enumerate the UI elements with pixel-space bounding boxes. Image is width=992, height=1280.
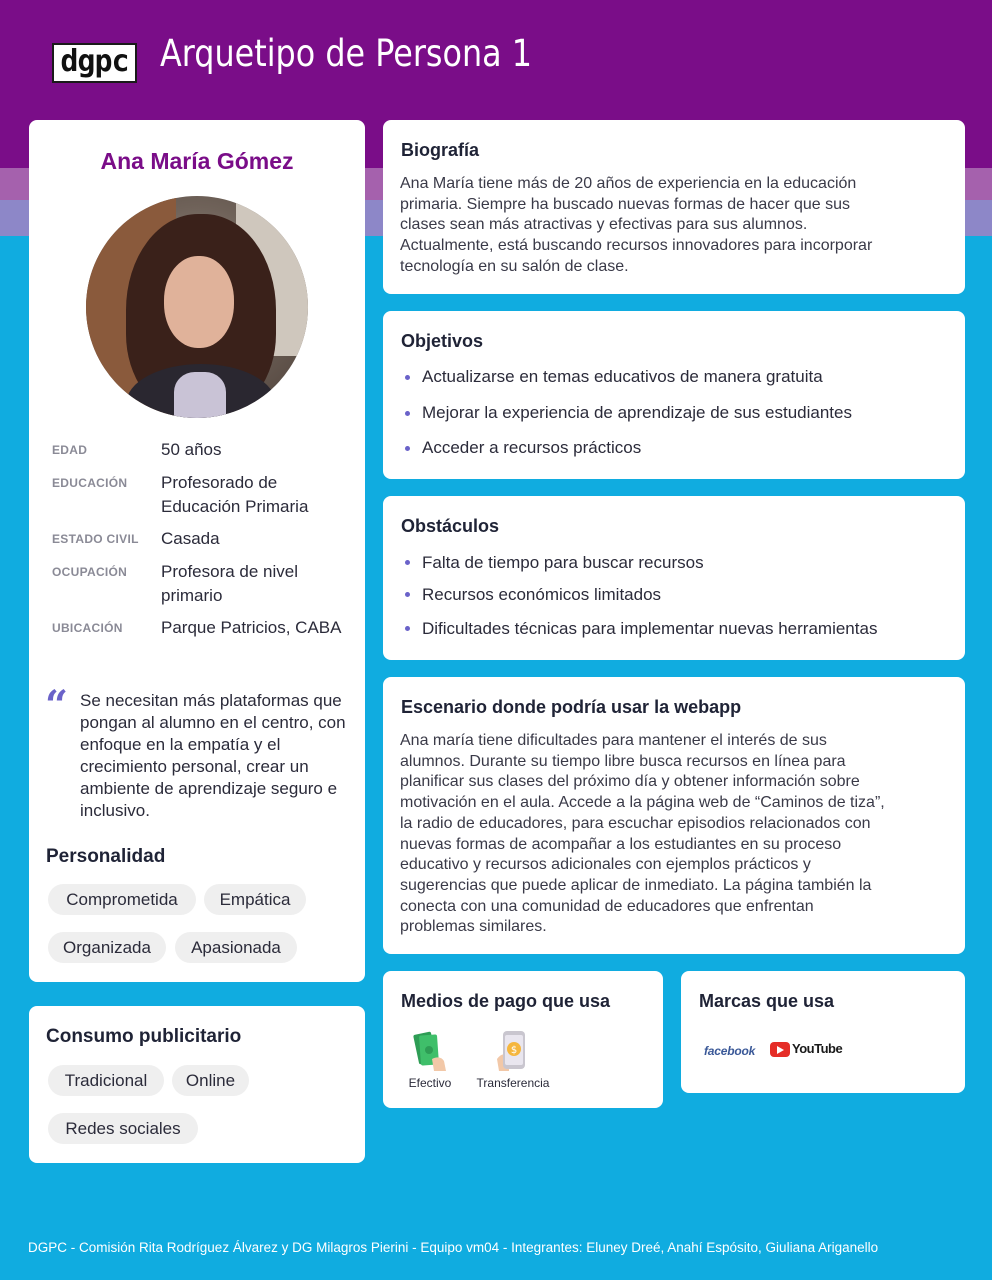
scenario-line: la radio de educadores, para escuchar episodios relacionados con <box>400 814 871 832</box>
scenario-line: conecta con una comunidad de educadores que enfrentan <box>400 897 814 915</box>
advertising-chip: Online <box>172 1065 249 1096</box>
bullet-icon <box>405 592 415 602</box>
advertising-chip: Redes sociales <box>48 1113 198 1144</box>
info-label-age: EDAD <box>52 443 88 457</box>
personality-chip: Organizada <box>48 932 166 963</box>
goal-item: Mejorar la experiencia de aprendizaje de sus estudiantes <box>422 403 852 422</box>
payments-heading: Medios de pago que usa <box>401 991 611 1011</box>
goal-item: Acceder a recursos prácticos <box>422 438 642 457</box>
youtube-label: YouTube <box>792 1041 843 1056</box>
payments-card <box>383 971 663 1108</box>
scenario-heading: Escenario donde podría usar la webapp <box>401 697 742 717</box>
info-label-occupation: OCUPACIÓN <box>52 565 128 579</box>
phone-transfer-icon <box>493 1029 533 1073</box>
advertising-heading: Consumo publicitario <box>46 1026 242 1047</box>
dgpc-logo: dgpc <box>52 43 137 83</box>
persona-name: Ana María Gómez <box>100 148 294 174</box>
goals-card <box>383 311 965 479</box>
biography-card <box>383 120 965 294</box>
svg-text:$: $ <box>510 1045 518 1056</box>
advertising-card <box>29 1006 365 1163</box>
scenario-line: Ana maría tiene dificultades para mantener el interés de sus <box>400 732 827 749</box>
info-value-occupation: Profesora de nivel primario <box>161 562 299 605</box>
bullet-icon <box>405 560 415 570</box>
info-value-marital-status: Casada <box>161 529 220 548</box>
brands-card <box>681 971 965 1093</box>
obstacles-card <box>383 496 965 660</box>
quote-icon: “ <box>45 682 69 729</box>
scenario-line: planificar sus clases del próximo día y obtener información sobre <box>400 773 860 791</box>
bullet-icon <box>405 375 415 385</box>
payment-label: Transferencia <box>476 1076 550 1090</box>
info-label-location: UBICACIÓN <box>52 621 123 635</box>
scenario-line: sugerencias que puede aplicar de inmediato. La página también la <box>400 876 872 894</box>
facebook-logo: facebook <box>704 1044 756 1058</box>
scenario-card <box>383 677 965 954</box>
goals-heading: Objetivos <box>401 331 484 351</box>
bullet-icon <box>405 411 415 421</box>
persona-quote: Se necesitan más plataformas que pongan al alumno en el centro, con enfoque en la empatía y el crecimiento personal, crear un ambiente de aprendizaje seguro e inclusivo. <box>80 691 346 820</box>
youtube-play-icon <box>770 1042 790 1057</box>
biography-line: clases sean más atractivas y efectivas para sus alumnos. <box>400 216 808 234</box>
bullet-icon <box>405 446 415 456</box>
obstacle-item: Recursos económicos limitados <box>422 585 662 604</box>
goal-item: Actualizarse en temas educativos de manera gratuita <box>422 367 823 386</box>
cash-icon <box>410 1029 450 1073</box>
advertising-chip: Tradicional <box>48 1065 164 1096</box>
brands-heading: Marcas que usa <box>699 991 835 1011</box>
obstacles-heading: Obstáculos <box>401 516 500 536</box>
info-value-location: Parque Patricios, CABA <box>161 618 342 637</box>
profile-card <box>29 120 365 982</box>
personality-chip: Empática <box>204 884 306 915</box>
scenario-line: nuevas formas de acompañar a los estudiantes en su proceso <box>400 835 842 853</box>
info-label-marital-status: ESTADO CIVIL <box>52 532 139 546</box>
avatar <box>86 196 308 418</box>
biography-line: Ana María tiene más de 20 años de experiencia en la educación <box>400 175 857 192</box>
biography-line: Actualmente, está buscando recursos innovadores para incorporar <box>400 237 873 255</box>
biography-heading: Biografía <box>401 140 480 160</box>
personality-chip: Apasionada <box>175 932 297 963</box>
biography-line: tecnología en su salón de clase. <box>400 257 629 275</box>
personality-chip: Comprometida <box>48 884 196 915</box>
info-label-education: EDUCACIÓN <box>52 476 128 490</box>
bullet-icon <box>405 626 415 636</box>
scenario-line: problemas similares. <box>400 918 547 936</box>
youtube-logo <box>770 1041 843 1059</box>
info-value-age: 50 años <box>161 440 222 459</box>
scenario-text <box>400 731 948 938</box>
obstacle-item: Dificultades técnicas para implementar nuevas herramientas <box>422 619 878 638</box>
obstacle-item: Falta de tiempo para buscar recursos <box>422 553 704 572</box>
biography-text <box>400 174 948 278</box>
info-value-education: Profesorado de Educación Primaria <box>161 473 309 516</box>
personality-heading: Personalidad <box>46 846 166 867</box>
biography-line: primaria. Siempre ha buscado nuevas formas de hacer que sus <box>400 195 851 213</box>
scenario-line: educativo y recursos adicionales con ejemplos prácticos y <box>400 856 811 874</box>
scenario-line: alumnos. Durante su tiempo libre busca recursos en línea para <box>400 752 846 770</box>
payment-label: Efectivo <box>408 1076 452 1090</box>
footer-credits: DGPC - Comisión Rita Rodríguez Álvarez y DG Milagros Pierini - Equipo vm04 - Integrantes: Eluney Dreé, Anahí Espósito, Giuliana Ariganello <box>28 1240 879 1255</box>
scenario-line: motivación en el aula. Accede a la página web de “Caminos de tiza”, <box>400 794 885 812</box>
page-title: Arquetipo de Persona 1 <box>160 32 533 75</box>
